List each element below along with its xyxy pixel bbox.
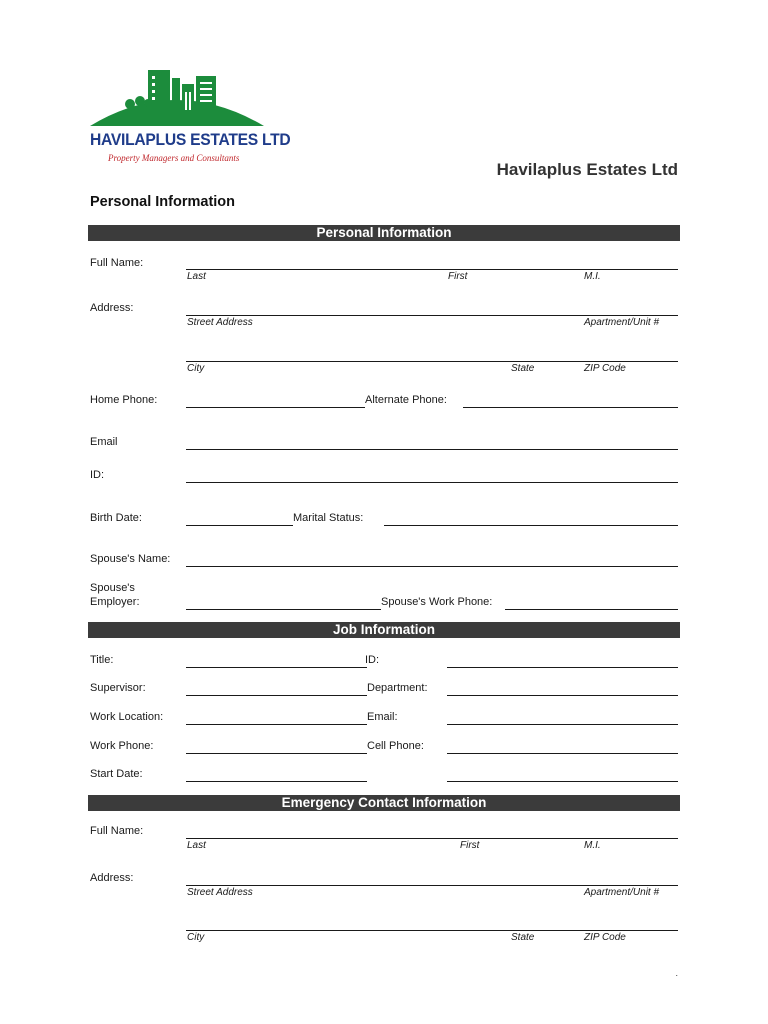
start-date-field[interactable] — [186, 781, 367, 782]
city-state-zip-field[interactable] — [186, 361, 678, 362]
supervisor-field[interactable] — [186, 695, 367, 696]
emergency-street-sublabel: Street Address — [187, 887, 253, 898]
street-address-field[interactable] — [186, 315, 678, 316]
spouse-work-phone-label: Spouse's Work Phone: — [381, 596, 493, 608]
id-field[interactable] — [186, 482, 678, 483]
emergency-full-name-label: Full Name: — [90, 825, 144, 837]
department-field[interactable] — [447, 695, 678, 696]
supervisor-label: Supervisor: — [90, 682, 146, 694]
logo-tagline: Property Managers and Consultants — [108, 153, 240, 163]
job-blank-field[interactable] — [447, 781, 678, 782]
emergency-city-state-zip-field[interactable] — [186, 930, 678, 931]
emergency-city-sublabel: City — [187, 932, 205, 943]
full-name-field[interactable] — [186, 269, 678, 270]
home-phone-label: Home Phone: — [90, 394, 158, 406]
job-email-field[interactable] — [447, 724, 678, 725]
emergency-apartment-sublabel: Apartment/Unit # — [584, 887, 660, 898]
section-header-job: Job Information — [88, 622, 680, 638]
emergency-street-field[interactable] — [186, 885, 678, 886]
job-title-label: Title: — [90, 654, 114, 666]
spouse-employer-label-line1: Spouse's — [90, 582, 135, 594]
marital-status-label: Marital Status: — [293, 512, 364, 524]
logo-buildings — [148, 70, 216, 118]
work-location-label: Work Location: — [90, 711, 164, 723]
section-header-personal: Personal Information — [88, 225, 680, 241]
last-sublabel: Last — [187, 271, 206, 282]
job-id-label: ID: — [365, 654, 380, 666]
emergency-address-label: Address: — [90, 872, 134, 884]
spouse-name-field[interactable] — [186, 566, 678, 567]
email-field[interactable] — [186, 449, 678, 450]
marital-status-field[interactable] — [384, 525, 678, 526]
emergency-first-sublabel: First — [460, 840, 480, 851]
footer-mark: . — [675, 968, 678, 978]
job-email-label: Email: — [367, 711, 398, 723]
job-id-field[interactable] — [447, 667, 678, 668]
full-name-label: Full Name: — [90, 257, 144, 269]
emergency-last-sublabel: Last — [187, 840, 206, 851]
cell-phone-field[interactable] — [447, 753, 678, 754]
mi-sublabel: M.I. — [584, 271, 601, 282]
section-header-emergency: Emergency Contact Information — [88, 795, 680, 811]
job-title-field[interactable] — [186, 667, 367, 668]
spouse-name-label: Spouse's Name: — [90, 553, 171, 565]
birth-date-label: Birth Date: — [90, 512, 142, 524]
work-location-field[interactable] — [186, 724, 367, 725]
alternate-phone-label: Alternate Phone: — [365, 394, 447, 406]
spouse-employer-label-line2: Employer: — [90, 596, 140, 608]
logo-company-name: HAVILAPLUS ESTATES LTD — [90, 130, 291, 149]
cell-phone-label: Cell Phone: — [367, 740, 424, 752]
work-phone-label: Work Phone: — [90, 740, 154, 752]
apartment-sublabel: Apartment/Unit # — [584, 317, 660, 328]
zip-sublabel: ZIP Code — [584, 363, 626, 374]
spouse-work-phone-field[interactable] — [505, 609, 678, 610]
emergency-state-sublabel: State — [511, 932, 535, 943]
state-sublabel: State — [511, 363, 535, 374]
work-phone-field[interactable] — [186, 753, 367, 754]
alternate-phone-field[interactable] — [463, 407, 678, 408]
first-sublabel: First — [448, 271, 468, 282]
city-sublabel: City — [187, 363, 205, 374]
street-address-sublabel: Street Address — [187, 317, 253, 328]
email-label: Email — [90, 436, 118, 448]
company-name: Havilaplus Estates Ltd — [496, 160, 678, 179]
page-title: Personal Information — [90, 194, 236, 210]
department-label: Department: — [367, 682, 428, 694]
emergency-mi-sublabel: M.I. — [584, 840, 601, 851]
address-label: Address: — [90, 302, 134, 314]
home-phone-field[interactable] — [186, 407, 365, 408]
emergency-full-name-field[interactable] — [186, 838, 678, 839]
id-label: ID: — [90, 469, 105, 481]
spouse-employer-field[interactable] — [186, 609, 381, 610]
start-date-label: Start Date: — [90, 768, 143, 780]
birth-date-field[interactable] — [186, 525, 293, 526]
emergency-zip-sublabel: ZIP Code — [584, 932, 626, 943]
